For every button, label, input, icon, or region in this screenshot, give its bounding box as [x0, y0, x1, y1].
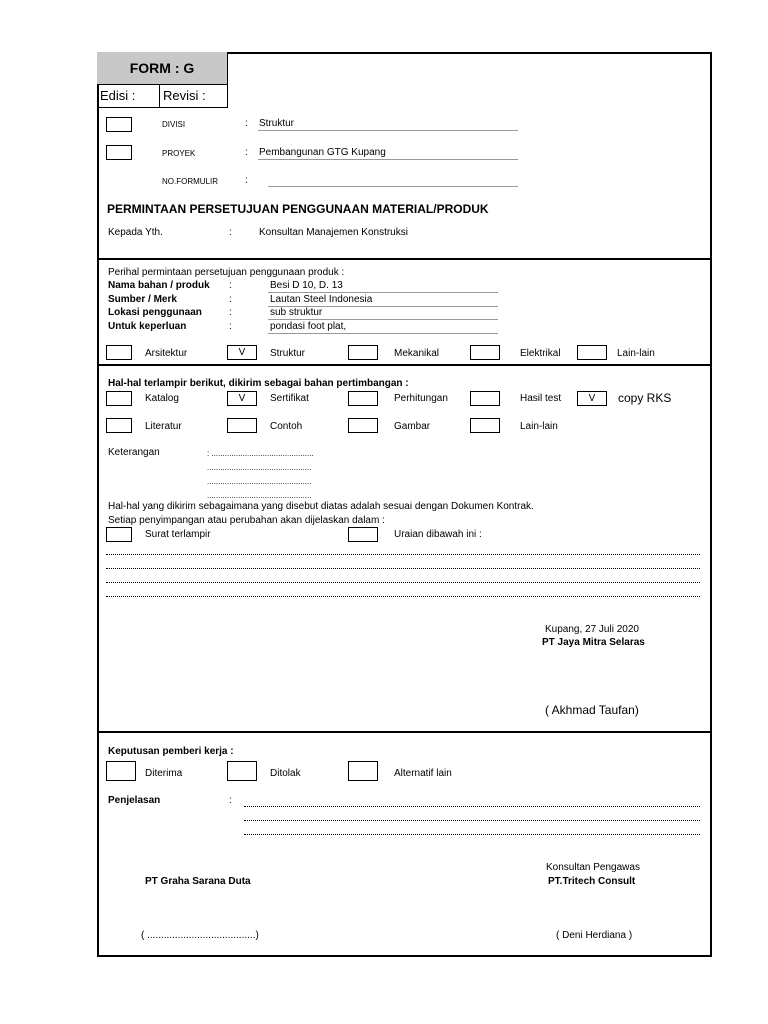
lokasi-value: sub struktur [270, 307, 323, 318]
arsitektur-label: Arsitektur [145, 348, 188, 359]
consultant-company: PT.Tritech Consult [548, 876, 636, 887]
keterangan-line-2: ............................................... [207, 463, 312, 472]
sumber-colon: : [229, 294, 232, 305]
sertifikat-checkbox[interactable]: V [227, 391, 257, 406]
uraian-label: Uraian dibawah ini : [394, 529, 482, 540]
noform-colon: : [245, 175, 248, 186]
owner-signatory: ( .......................................) [141, 930, 259, 941]
divisi-label: DIVISI [162, 120, 186, 129]
uraian-checkbox[interactable] [348, 527, 378, 542]
consultant-signatory: ( Deni Herdiana ) [556, 930, 633, 941]
nama-line [268, 292, 498, 293]
uraian-line-3 [106, 582, 700, 583]
keterangan-line-4: ............................................... [207, 491, 312, 500]
literatur-checkbox[interactable] [106, 418, 132, 433]
diterima-label: Diterima [145, 768, 183, 779]
proyek-label: PROYEK [162, 149, 196, 158]
divider-1 [97, 258, 712, 260]
contractor-signatory: ( Akhmad Taufan) [545, 703, 639, 717]
proyek-line [258, 159, 518, 160]
keterangan-label: Keterangan [108, 447, 160, 458]
consultant-title: Konsultan Pengawas [546, 862, 640, 873]
decision-heading: Keputusan pemberi kerja : [108, 746, 234, 757]
gambar-label: Gambar [394, 421, 431, 432]
keperluan-value: pondasi foot plat, [270, 321, 347, 332]
keterangan-line-1: : .............................................. [207, 449, 314, 458]
lainlain-label: Lain-lain [617, 348, 655, 359]
mekanikal-checkbox[interactable] [348, 345, 378, 360]
lainlain-checkbox[interactable] [577, 345, 607, 360]
elektrikal-checkbox[interactable] [470, 345, 500, 360]
lokasi-colon: : [229, 307, 232, 318]
kepada-colon: : [229, 227, 232, 238]
proyek-checkbox[interactable] [106, 145, 132, 160]
contoh-label: Contoh [270, 421, 303, 432]
ditolak-checkbox[interactable] [227, 761, 257, 781]
nama-label: Nama bahan / produk [108, 280, 210, 291]
ditolak-label: Ditolak [270, 768, 301, 779]
contractor-company: PT Jaya Mitra Selaras [542, 637, 645, 648]
statement-2: Setiap penyimpangan atau perubahan akan dijelaskan dalam : [108, 515, 385, 526]
katalog-label: Katalog [145, 393, 179, 404]
proyek-value: Pembangunan GTG Kupang [259, 147, 386, 158]
nama-value: Besi D 10, D. 13 [270, 280, 343, 291]
lokasi-line [268, 319, 498, 320]
kepada-label: Kepada Yth. [108, 227, 163, 238]
divider-3 [97, 731, 712, 733]
katalog-checkbox[interactable] [106, 391, 132, 406]
struktur-label: Struktur [270, 348, 306, 359]
uraian-line-4 [106, 596, 700, 597]
statement-1: Hal-hal yang dikirim sebagaimana yang disebut diatas adalah sesuai dengan Dokumen Kontrak. [108, 501, 534, 512]
perhitungan-label: Perhitungan [394, 393, 448, 404]
divisi-value: Struktur [259, 118, 295, 129]
divisi-checkbox[interactable] [106, 117, 132, 132]
place-date: Kupang, 27 Juli 2020 [545, 624, 639, 635]
divisi-line [258, 130, 518, 131]
sumber-value: Lautan Steel Indonesia [270, 294, 373, 305]
keperluan-label: Untuk keperluan [108, 321, 187, 332]
arsitektur-checkbox[interactable] [106, 345, 132, 360]
keperluan-line [268, 333, 498, 334]
noform-line [268, 186, 518, 187]
form-title: PERMINTAAN PERSETUJUAN PENGGUNAAN MATERIAL/PRODUK [107, 202, 489, 216]
perhitungan-checkbox[interactable] [348, 391, 378, 406]
hasiltest-label: Hasil test [520, 393, 562, 404]
lainlain2-label: Lain-lain [520, 421, 558, 432]
penjelasan-line-2 [244, 820, 700, 821]
proyek-colon: : [245, 147, 248, 158]
edisi-label: Edisi : [97, 85, 160, 108]
penjelasan-line-1 [244, 806, 700, 807]
owner-company: PT Graha Sarana Duta [145, 876, 251, 887]
keperluan-colon: : [229, 321, 232, 332]
nama-colon: : [229, 280, 232, 291]
uraian-line-1 [106, 554, 700, 555]
lokasi-label: Lokasi penggunaan [108, 307, 202, 318]
contoh-checkbox[interactable] [227, 418, 257, 433]
keterangan-line-3: ............................................... [207, 477, 312, 486]
surat-label: Surat terlampir [145, 529, 211, 540]
attach-heading: Hal-hal terlampir berikut, dikirim sebagai bahan pertimbangan : [108, 378, 409, 389]
elektrikal-label: Elektrikal [520, 348, 561, 359]
hasiltest-checkbox[interactable] [470, 391, 500, 406]
divider-2 [97, 364, 712, 366]
surat-checkbox[interactable] [106, 527, 132, 542]
alternatif-label: Alternatif lain [394, 768, 452, 779]
alternatif-checkbox[interactable] [348, 761, 378, 781]
copyrks-checkbox[interactable]: V [577, 391, 607, 406]
penjelasan-colon: : [229, 795, 232, 806]
divisi-colon: : [245, 118, 248, 129]
kepada-value: Konsultan Manajemen Konstruksi [259, 227, 408, 238]
uraian-line-2 [106, 568, 700, 569]
revisi-label: Revisi : [160, 85, 228, 108]
gambar-checkbox[interactable] [348, 418, 378, 433]
product-intro: Perihal permintaan persetujuan penggunaan produk : [108, 267, 345, 278]
copyrks-label: copy RKS [618, 391, 672, 405]
literatur-label: Literatur [145, 421, 182, 432]
diterima-checkbox[interactable] [106, 761, 136, 781]
penjelasan-line-3 [244, 834, 700, 835]
struktur-checkbox[interactable]: V [227, 345, 257, 360]
sumber-label: Sumber / Merk [108, 294, 177, 305]
penjelasan-label: Penjelasan [108, 795, 161, 806]
form-label: FORM : G [97, 52, 228, 85]
noform-label: NO.FORMULIR [162, 177, 218, 186]
sertifikat-label: Sertifikat [270, 393, 309, 404]
lainlain2-checkbox[interactable] [470, 418, 500, 433]
mekanikal-label: Mekanikal [394, 348, 440, 359]
